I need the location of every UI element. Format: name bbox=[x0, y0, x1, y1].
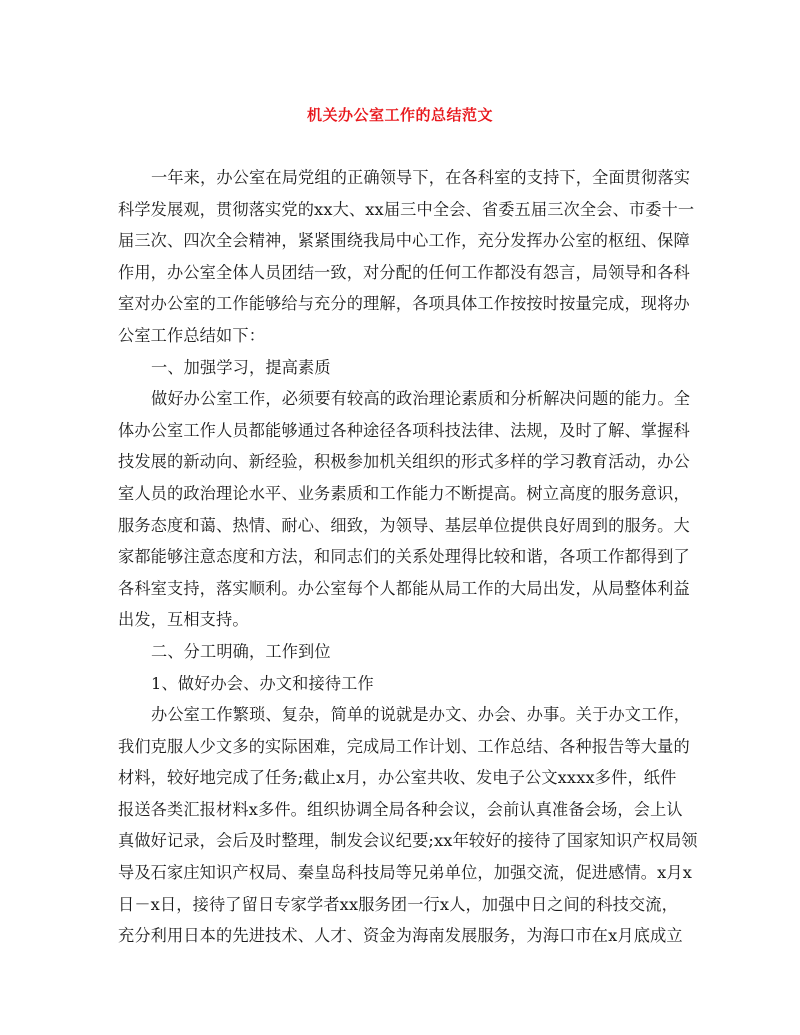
text-line: 各科室支持，落实顺利。办公室每个人都能从局工作的大局出发，从局整体利益 bbox=[118, 578, 690, 598]
text-line: 室人员的政治理论水平、业务素质和工作能力不断提高。树立高度的服务意识， bbox=[118, 483, 690, 503]
text-line: 做好办公室工作，必须要有较高的政治理论素质和分析解决问题的能力。全 bbox=[151, 389, 691, 409]
text-line: 科学发展观，贯彻落实党的xx大、xx届三中全会、省委五届三次全会、市委十一 bbox=[118, 199, 695, 219]
document-title: 机关办公室工作的总结范文 bbox=[306, 106, 493, 124]
text-line: 技发展的新动向、新经验，积极参加机关组织的形式多样的学习教育活动，办公 bbox=[118, 452, 690, 472]
text-line: 日－x日，接待了留日专家学者xx服务团一行x人，加强中日之间的科技交流， bbox=[118, 894, 678, 914]
document-body bbox=[118, 162, 698, 952]
text-line: 一年来，办公室在局党组的正确领导下，在各科室的支持下，全面贯彻落实 bbox=[151, 168, 691, 187]
text-line: 家都能够注意态度和方法，和同志们的关系处理得比较和谐，各项工作都得到了 bbox=[118, 547, 690, 567]
text-line: 真做好记录，会后及时整理，制发会议纪要;xx年较好的接待了国家知识产权局领 bbox=[118, 831, 698, 851]
text-line: 导及石家庄知识产权局、秦皇岛科技局等兄弟单位，加强交流，促进感情。x月x bbox=[118, 863, 693, 883]
section-heading: 一、加强学习，提高素质 bbox=[151, 357, 331, 377]
text-line: 办公室工作繁琐、复杂，简单的说就是办文、办会、办事。关于办文工作， bbox=[151, 705, 691, 725]
text-line: 体办公室工作人员都能够通过各种途径各项科技法律、法规，及时了解、掌握科 bbox=[118, 420, 690, 440]
text-line: 作用，办公室全体人员团结一致，对分配的任何工作都没有怨言，局领导和各科 bbox=[118, 262, 690, 282]
text-line: 出发，互相支持。 bbox=[118, 610, 249, 630]
text-line: 服务态度和蔼、热情、耐心、细致，为领导、基层单位提供良好周到的服务。大 bbox=[118, 515, 690, 535]
subsection-heading: 1、做好办会、办文和接待工作 bbox=[151, 673, 374, 693]
text-line: 我们克服人少文多的实际困难，完成局工作计划、工作总结、各种报告等大量的 bbox=[118, 736, 690, 756]
text-line: 公室工作总结如下： bbox=[118, 325, 266, 345]
text-line: 材料，较好地完成了任务;截止x月，办公室共收、发电子公文xxxx多件，纸件 bbox=[118, 768, 677, 788]
text-line: 报送各类汇报材料x多件。组织协调全局各种会议，会前认真准备会场，会上认 bbox=[118, 799, 683, 819]
section-heading: 二、分工明确，工作到位 bbox=[151, 641, 331, 661]
text-line: 届三次、四次全会精神，紧紧围绕我局中心工作，充分发挥办公室的枢纽、保障 bbox=[118, 231, 690, 251]
text-line: 充分利用日本的先进技术、人才、资金为海南发展服务，为海口市在x月底成立 bbox=[118, 926, 683, 946]
text-line: 室对办公室的工作能够给与充分的理解，各项具体工作按按时按量完成，现将办 bbox=[118, 294, 690, 314]
